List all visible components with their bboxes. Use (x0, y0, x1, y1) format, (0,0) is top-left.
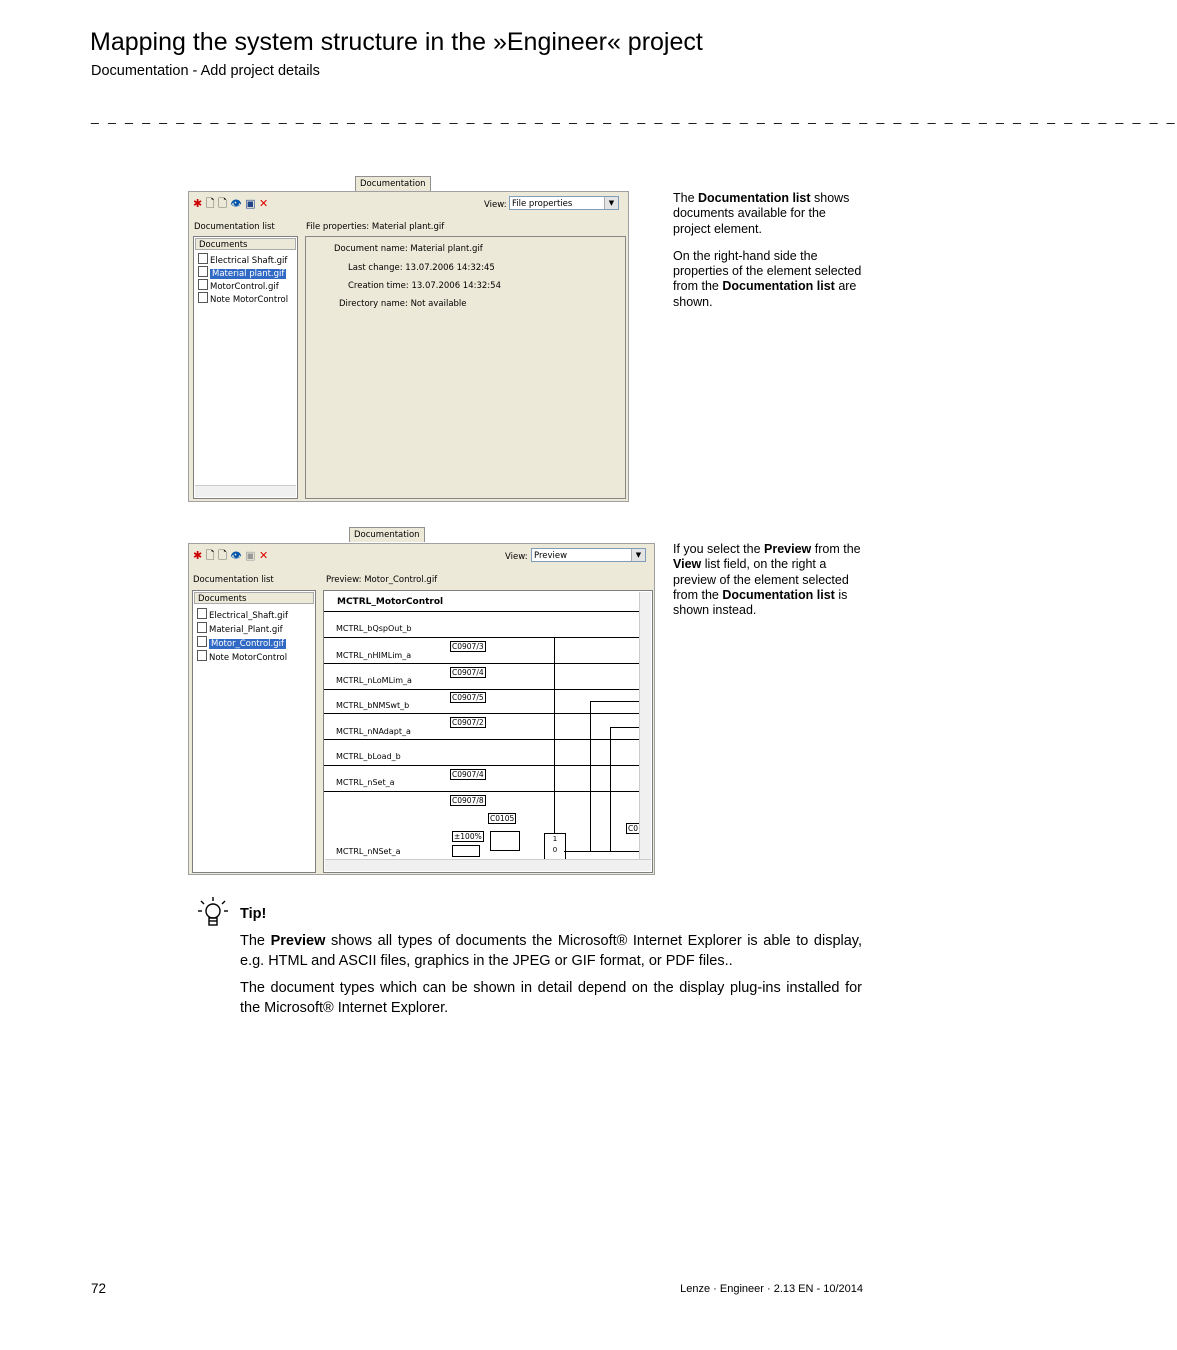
list-item[interactable]: Note MotorControl (197, 650, 287, 662)
property-creation-time: Creation time: 13.07.2006 14:32:54 (348, 281, 501, 291)
file-properties-pane (305, 236, 626, 499)
description-paragraph: On the right-hand side the properties of the element selected from the Documentation list are shown. (673, 248, 862, 309)
tab-documentation[interactable]: Documentation (355, 176, 431, 191)
edit-document-icon[interactable]: 🗋 (218, 197, 227, 210)
tip-paragraph: The document types which can be shown in detail depend on the display plug-ins installed for the Microsoft® Internet Explorer. (240, 980, 862, 1016)
delete-icon[interactable]: ✕ (259, 197, 269, 210)
code-box: C0 (628, 824, 639, 833)
code-box: C0907/5 (452, 693, 484, 702)
signal-line (324, 791, 640, 792)
file-properties-title: File properties: Material plant.gif (306, 222, 445, 232)
signal-line (324, 689, 640, 690)
column-header-documents[interactable]: Documents (195, 238, 296, 250)
vertical-scrollbar[interactable] (639, 592, 651, 859)
signal-label: MCTRL_bNMSwt_b (336, 701, 410, 710)
description-preview (673, 542, 863, 630)
documentation-list[interactable] (192, 590, 316, 873)
page-title: Mapping the system structure in the »Engineer« project (90, 28, 703, 56)
signal-line (324, 765, 640, 766)
page-number: 72 (91, 1281, 107, 1296)
tip-body (240, 931, 862, 1025)
file-icon (197, 622, 207, 633)
signal-line (324, 739, 640, 740)
toolbar (193, 547, 268, 566)
toolbar (193, 195, 268, 214)
document-reference: Lenze · Engineer · 2.13 EN - 10/2014 (680, 1283, 863, 1295)
code-box: C0105 (490, 814, 515, 823)
column-header-documents[interactable]: Documents (194, 592, 314, 604)
add-document-icon[interactable]: 🗋 (205, 197, 215, 210)
page-subtitle: Documentation - Add project details (91, 63, 320, 79)
list-item[interactable]: Motor_Control.gif (197, 636, 286, 648)
property-document-name: Document name: Material plant.gif (334, 244, 483, 254)
limiter-block (452, 845, 480, 857)
switch-block: 1 0 (544, 833, 566, 865)
header-separator: _ _ _ _ _ _ _ _ _ _ _ _ _ _ _ _ _ _ _ _ _ _ _ _ _ _ _ _ _ _ _ _ _ _ _ _ _ _ _ _ _ _ _ _ _ _ _ _ _ _ _ _ _ _ _ _ _ _ _ _ _ _ _ _ (91, 108, 1177, 124)
note-icon (197, 650, 207, 661)
new-document-icon[interactable]: ✱ (193, 197, 203, 210)
file-icon (197, 636, 207, 647)
new-document-icon[interactable]: ✱ (193, 549, 203, 562)
chevron-down-icon[interactable]: ▼ (604, 197, 618, 209)
connector-line (610, 727, 640, 728)
property-directory-name: Directory name: Not available (339, 299, 467, 309)
code-box: C0907/4 (452, 770, 484, 779)
property-last-change: Last change: 13.07.2006 14:32:45 (348, 263, 495, 273)
code-box: C0907/3 (452, 642, 484, 651)
code-box: C0907/8 (452, 796, 484, 805)
view-eye-icon[interactable]: 👁 (230, 197, 242, 210)
documentation-list[interactable] (193, 236, 298, 499)
ramp-block (490, 831, 520, 851)
signal-label: MCTRL_nNSet_a (336, 847, 401, 856)
connector-line (564, 851, 640, 852)
description-documentation-list (673, 191, 863, 322)
signal-label: MCTRL_nNAdapt_a (336, 727, 411, 736)
signal-label: MCTRL_nLoMLim_a (336, 676, 412, 685)
edit-document-icon[interactable]: 🗋 (218, 549, 227, 562)
view-eye-icon[interactable]: 👁 (230, 549, 242, 562)
list-item[interactable]: MotorControl.gif (198, 279, 279, 291)
list-item[interactable]: Electrical_Shaft.gif (197, 608, 288, 620)
view-select[interactable] (531, 548, 646, 562)
file-icon (198, 279, 208, 290)
connector-line (610, 727, 611, 851)
lightbulb-icon (196, 896, 232, 930)
documentation-list-title: Documentation list (194, 222, 275, 232)
tip-paragraph: The Preview shows all types of documents the Microsoft® Internet Explorer is able to display, e.g. HTML and ASCII files, graphics in the JPEG or GIF format, or PDF files.. (240, 933, 862, 969)
signal-label: MCTRL_bQspOut_b (336, 624, 412, 633)
signal-label: MCTRL_bLoad_b (336, 752, 401, 761)
signal-label: MCTRL_nSet_a (336, 778, 395, 787)
screenshot-preview (188, 527, 655, 875)
connector-line (590, 701, 591, 851)
note-icon (198, 292, 208, 303)
chevron-down-icon[interactable]: ▼ (631, 549, 645, 561)
documentation-panel (188, 543, 655, 875)
preview-pane (323, 590, 653, 873)
code-box: ±100% (454, 832, 482, 841)
file-icon (198, 253, 208, 264)
connector-line (554, 637, 555, 833)
tab-documentation[interactable]: Documentation (349, 527, 425, 542)
file-icon (197, 608, 207, 619)
add-document-icon[interactable]: 🗋 (205, 549, 215, 562)
view-label: View: (484, 200, 507, 210)
view-select-value: File properties (512, 199, 573, 209)
signal-line (324, 713, 640, 714)
list-item[interactable]: Material_Plant.gif (197, 622, 283, 634)
screenshot-file-properties (188, 176, 629, 502)
preview-rule (324, 611, 640, 612)
preview-title: Preview: Motor_Control.gif (326, 575, 438, 585)
list-item[interactable]: Note MotorControl (198, 292, 288, 304)
code-box: C0907/4 (452, 668, 484, 677)
delete-icon[interactable]: ✕ (259, 549, 269, 562)
signal-label: MCTRL_nHIMLim_a (336, 651, 412, 660)
signal-line (324, 663, 640, 664)
code-box: C0907/2 (452, 718, 484, 727)
documentation-panel (188, 191, 629, 502)
file-icon (198, 266, 208, 277)
description-paragraph: If you select the Preview from the View list field, on the right a preview of the element selected from the Documentation list is shown instead. (673, 542, 861, 618)
documentation-list-title: Documentation list (193, 575, 274, 585)
description-paragraph: The Documentation list shows documents available for the project element. (673, 191, 850, 236)
connector-line (590, 701, 640, 702)
preview-heading: MCTRL_MotorControl (337, 597, 444, 607)
view-label: View: (505, 552, 528, 562)
list-item[interactable]: Material plant.gif (198, 266, 286, 278)
signal-line (324, 637, 640, 638)
save-icon[interactable]: ▣ (245, 197, 256, 210)
save-icon[interactable]: ▣ (245, 549, 256, 562)
list-item[interactable]: Electrical Shaft.gif (198, 253, 287, 265)
horizontal-scrollbar[interactable] (195, 485, 296, 497)
tip-label: Tip! (240, 906, 267, 922)
view-select[interactable] (509, 196, 619, 210)
view-select-value: Preview (534, 551, 568, 561)
horizontal-scrollbar[interactable] (325, 859, 651, 871)
